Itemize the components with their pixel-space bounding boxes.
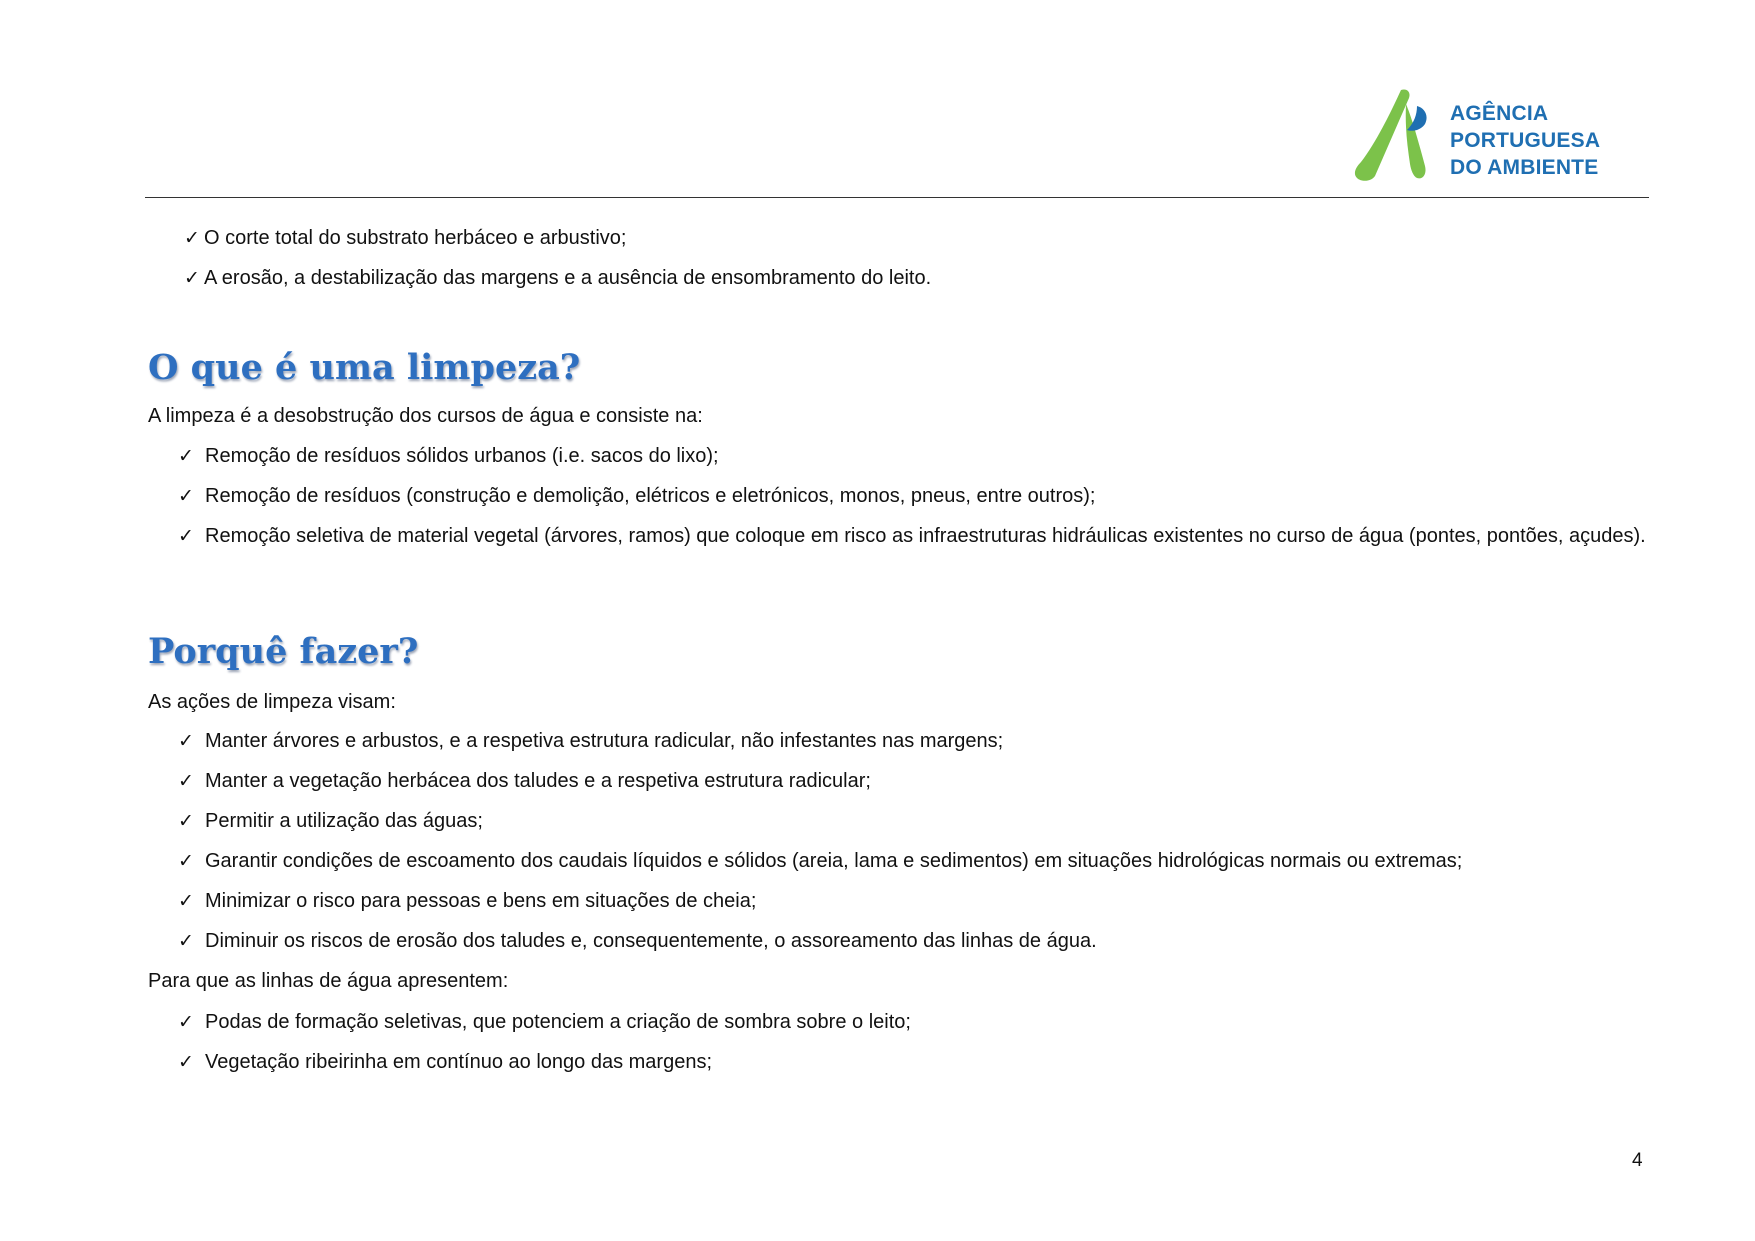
section1-item-1: Remoção de resíduos sólidos urbanos (i.e. sacos do lixo); (205, 445, 719, 467)
check-icon: ✓ (178, 525, 194, 547)
logo-line-1: AGÊNCIA (1450, 102, 1549, 125)
top-list-item-1: O corte total do substrato herbáceo e arbustivo; (204, 227, 627, 249)
section2-item2-1: Podas de formação seletivas, que potenciem a criação de sombra sobre o leito; (205, 1011, 911, 1033)
top-list-item-2: A erosão, a destabilização das margens e a ausência de ensombramento do leito. (204, 267, 932, 289)
section2-intro: As ações de limpeza visam: (148, 691, 396, 713)
check-icon: ✓ (178, 930, 194, 952)
section2-item2-2: Vegetação ribeirinha em contínuo ao longo das margens; (205, 1051, 713, 1073)
section2-item-4: Garantir condições de escoamento dos caudais líquidos e sólidos (areia, lama e sedimentos) em situações hidrológicas normais ou extremas; (205, 850, 1463, 872)
section-heading-porque: Porquê fazer? (148, 631, 419, 672)
section2-item-3: Permitir a utilização das águas; (205, 810, 483, 832)
section1-item-2: Remoção de resíduos (construção e demolição, elétricos e eletrónicos, monos, pneus, entre outros); (205, 485, 1096, 507)
section1-item-3: Remoção seletiva de material vegetal (árvores, ramos) que coloque em risco as infraestruturas hidráulicas existentes no curso de água (pontes, pontões, açudes). (205, 525, 1646, 547)
check-icon: ✓ (178, 1051, 194, 1073)
check-icon: ✓ (178, 445, 194, 467)
check-icon: ✓ (178, 1011, 194, 1033)
section2-item-1: Manter árvores e arbustos, e a respetiva estrutura radicular, não infestantes nas margens; (205, 730, 1004, 752)
logo-line-2: PORTUGUESA (1450, 129, 1601, 152)
check-icon: ✓ (178, 485, 194, 507)
section2-item-6: Diminuir os riscos de erosão dos taludes e, consequentemente, o assoreamento das linhas de água. (205, 930, 1097, 952)
check-icon: ✓ (178, 850, 194, 872)
section1-intro: A limpeza é a desobstrução dos cursos de água e consiste na: (148, 405, 703, 427)
check-icon: ✓ (178, 770, 194, 792)
check-icon: ✓ (178, 810, 194, 832)
section2-item-2: Manter a vegetação herbácea dos taludes e a respetiva estrutura radicular; (205, 770, 871, 792)
section2-item-5: Minimizar o risco para pessoas e bens em situações de cheia; (205, 890, 757, 912)
page-number: 4 (1632, 1150, 1643, 1171)
check-icon: ✓ (184, 267, 200, 289)
check-icon: ✓ (178, 890, 194, 912)
check-icon: ✓ (184, 227, 200, 249)
section2-intro2: Para que as linhas de água apresentem: (148, 970, 509, 992)
section-heading-limpeza: O que é uma limpeza? (148, 347, 581, 388)
logo-line-3: DO AMBIENTE (1450, 156, 1599, 179)
check-icon: ✓ (178, 730, 194, 752)
